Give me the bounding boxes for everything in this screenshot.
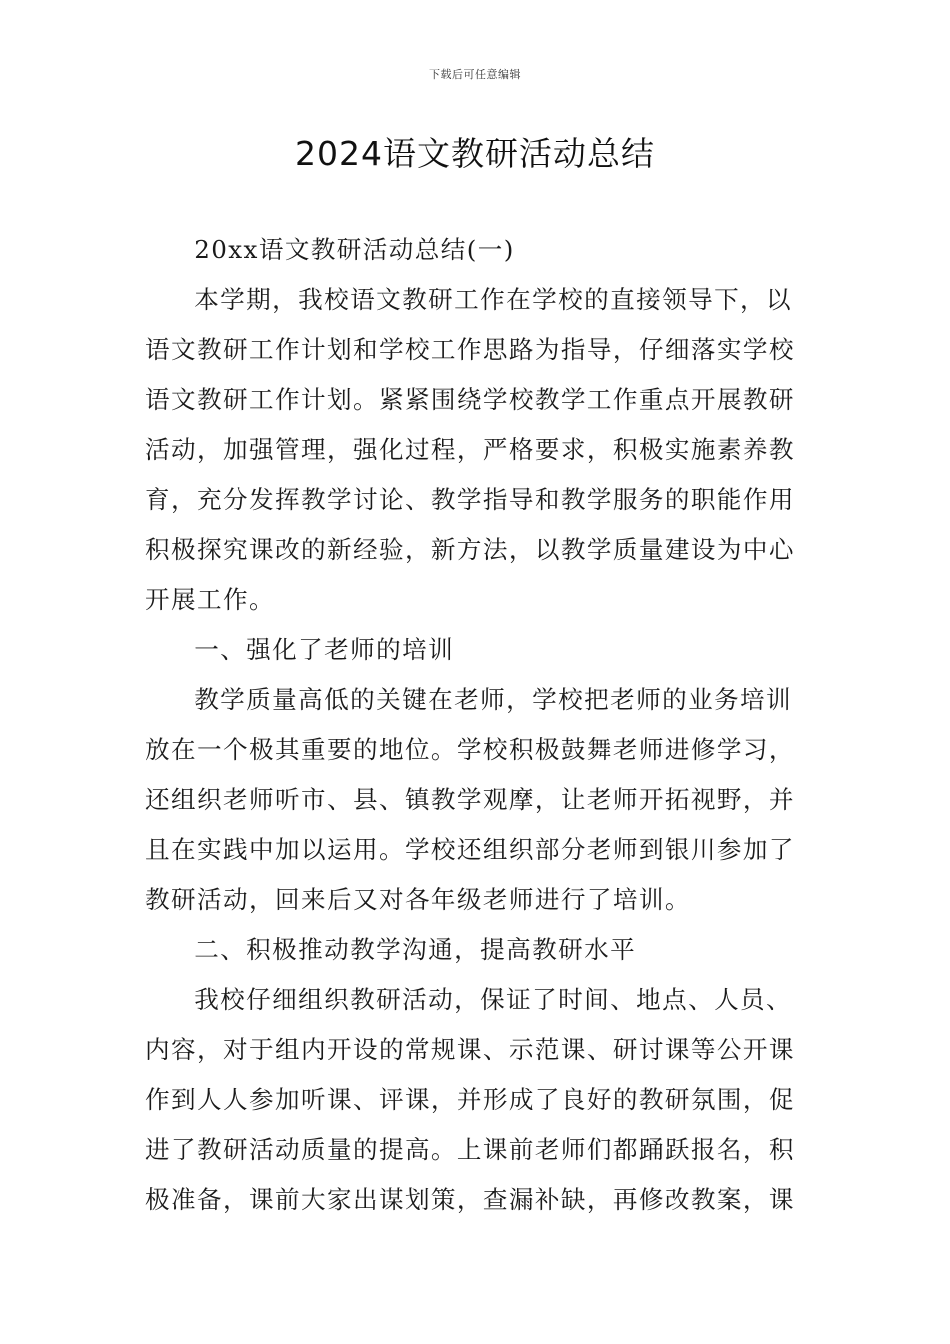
section-heading: 20xx语文教研活动总结(一) (194, 235, 515, 264)
body-paragraph: 教学质量高低的关键在老师，学校把老师的业务培训放在一个极其重要的地位。学校积极鼓舞老师进修学习，还组织老师听市、县、镇教学观摩，让老师开拓视野，并且在实践中加以运用。学校还组织部分老师到银川参加了教研活动，回来后又对各年级老师进行了培训。 (145, 685, 795, 914)
section-heading: 二、积极推动教学沟通，提高教研水平 (194, 935, 637, 964)
header-note: 下载后可任意编辑 (429, 68, 521, 81)
document-title: 2024语文教研活动总结 (295, 134, 655, 173)
document-body (145, 225, 807, 1225)
body-paragraph: 我校仔细组织教研活动，保证了时间、地点、人员、内容，对于组内开设的常规课、示范课、研讨课等公开课作到人人参加听课、评课，并形成了良好的教研氛围，促进了教研活动质量的提高。上课前老师们都踊跃报名，积极准备，课前大家出谋划策，查漏补缺，再修改教案，课 (145, 985, 795, 1214)
section-heading: 一、强化了老师的培训 (194, 635, 455, 664)
body-paragraph: 本学期，我校语文教研工作在学校的直接领导下，以语文教研工作计划和学校工作思路为指导，仔细落实学校语文教研工作计划。紧紧围绕学校教学工作重点开展教研活动，加强管理，强化过程，严格要求，积极实施素养教育，充分发挥教学讨论、教学指导和教学服务的职能作用积极探究课改的新经验，新方法，以教学质量建设为中心开展工作。 (145, 285, 795, 614)
